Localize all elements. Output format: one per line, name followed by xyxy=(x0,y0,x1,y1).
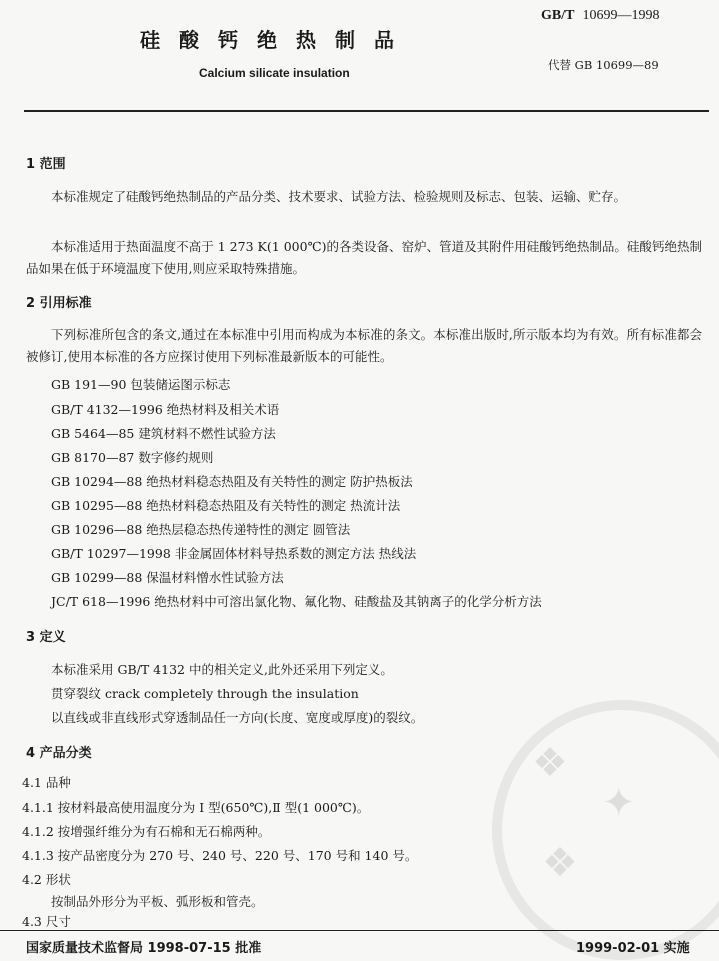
standard-number xyxy=(541,8,659,24)
approval-note: 国家质量技术监督局 1998-07-15 批准 xyxy=(26,941,262,956)
section-3-heading: 3 定义 xyxy=(26,630,66,645)
seal-mark: ❖ xyxy=(532,740,568,786)
term-definition: 以直线或非直线形式穿透制品任一方向(长度、宽度或厚度)的裂纹。 xyxy=(51,710,424,725)
section-1-heading: 1 范围 xyxy=(26,157,66,172)
replaces-note: 代替 GB 10699—89 xyxy=(548,58,659,72)
section-4-heading: 4 产品分类 xyxy=(26,746,92,761)
section-2-paragraph: 下列标准所包含的条文,通过在本标准中引用而构成为本标准的条文。本标准出版时,所示版本均为有效。所有标准都会被修订,使用本标准的各方应探讨使用下列标准最新版本的可能性。 xyxy=(26,327,702,364)
seal-mark: ❖ xyxy=(542,840,578,886)
header-rule xyxy=(24,110,709,112)
footer-rule xyxy=(0,930,719,931)
standard-prefix: GB/T xyxy=(541,8,575,23)
reference-item: GB 191—90 包装储运图示标志 xyxy=(51,377,231,392)
section-1-paragraph-1: 本标准规定了硅酸钙绝热制品的产品分类、技术要求、试验方法、检验规则及标志、包装、运输、贮存。 xyxy=(51,189,627,204)
reference-item: GB 10299—88 保温材料憎水性试验方法 xyxy=(51,570,284,585)
seal-mark: ✦ xyxy=(602,780,636,826)
clause: 4.2 形状 xyxy=(22,872,71,887)
document-title: 硅酸钙绝热制品 xyxy=(140,28,413,52)
clause: 4.1.3 按产品密度分为 270 号、240 号、220 号、170 号和 140 号。 xyxy=(22,848,418,863)
clause: 4.1.2 按增强纤维分为有石棉和无石棉两种。 xyxy=(22,824,271,839)
clause: 4.1 品种 xyxy=(22,775,71,790)
reference-item: GB 10295—88 绝热材料稳态热阻及有关特性的测定 热流计法 xyxy=(51,498,401,513)
seal-watermark xyxy=(492,700,719,960)
reference-item: GB 8170—87 数字修约规则 xyxy=(51,450,214,465)
reference-item: GB 10294—88 绝热材料稳态热阻及有关特性的测定 防护热板法 xyxy=(51,474,413,489)
term: 贯穿裂纹 crack completely through the insulation xyxy=(51,686,359,701)
reference-item: JC/T 618—1996 绝热材料中可溶出氯化物、氟化物、硅酸盐及其钠离子的化学分析方法 xyxy=(51,594,542,609)
reference-item: GB/T 10297—1998 非金属固体材料导热系数的测定方法 热线法 xyxy=(51,546,417,561)
reference-item: GB/T 4132—1996 绝热材料及相关术语 xyxy=(51,402,280,417)
standard-code: 10699—1998 xyxy=(582,8,660,23)
section-3-paragraph: 本标准采用 GB/T 4132 中的相关定义,此外还采用下列定义。 xyxy=(51,662,393,677)
section-2-heading: 2 引用标准 xyxy=(26,296,92,311)
document-title-english: Calcium silicate insulation xyxy=(199,66,350,80)
clause: 按制品外形分为平板、弧形板和管壳。 xyxy=(51,894,264,909)
section-1-paragraph-2: 本标准适用于热面温度不高于 1 273 K(1 000℃)的各类设备、窑炉、管道及其附件用硅酸钙绝热制品。硅酸钙绝热制品如果在低于环境温度下使用,则应采取特殊措施。 xyxy=(26,239,702,276)
reference-item: GB 5464—85 建筑材料不燃性试验方法 xyxy=(51,426,276,441)
clause: 4.1.1 按材料最高使用温度分为 Ⅰ 型(650℃),Ⅱ 型(1 000℃)。 xyxy=(22,800,370,815)
reference-item: GB 10296—88 绝热层稳态热传递特性的测定 圆管法 xyxy=(51,522,351,537)
clause: 4.3 尺寸 xyxy=(22,914,71,929)
effective-date: 1999-02-01 实施 xyxy=(576,941,690,956)
